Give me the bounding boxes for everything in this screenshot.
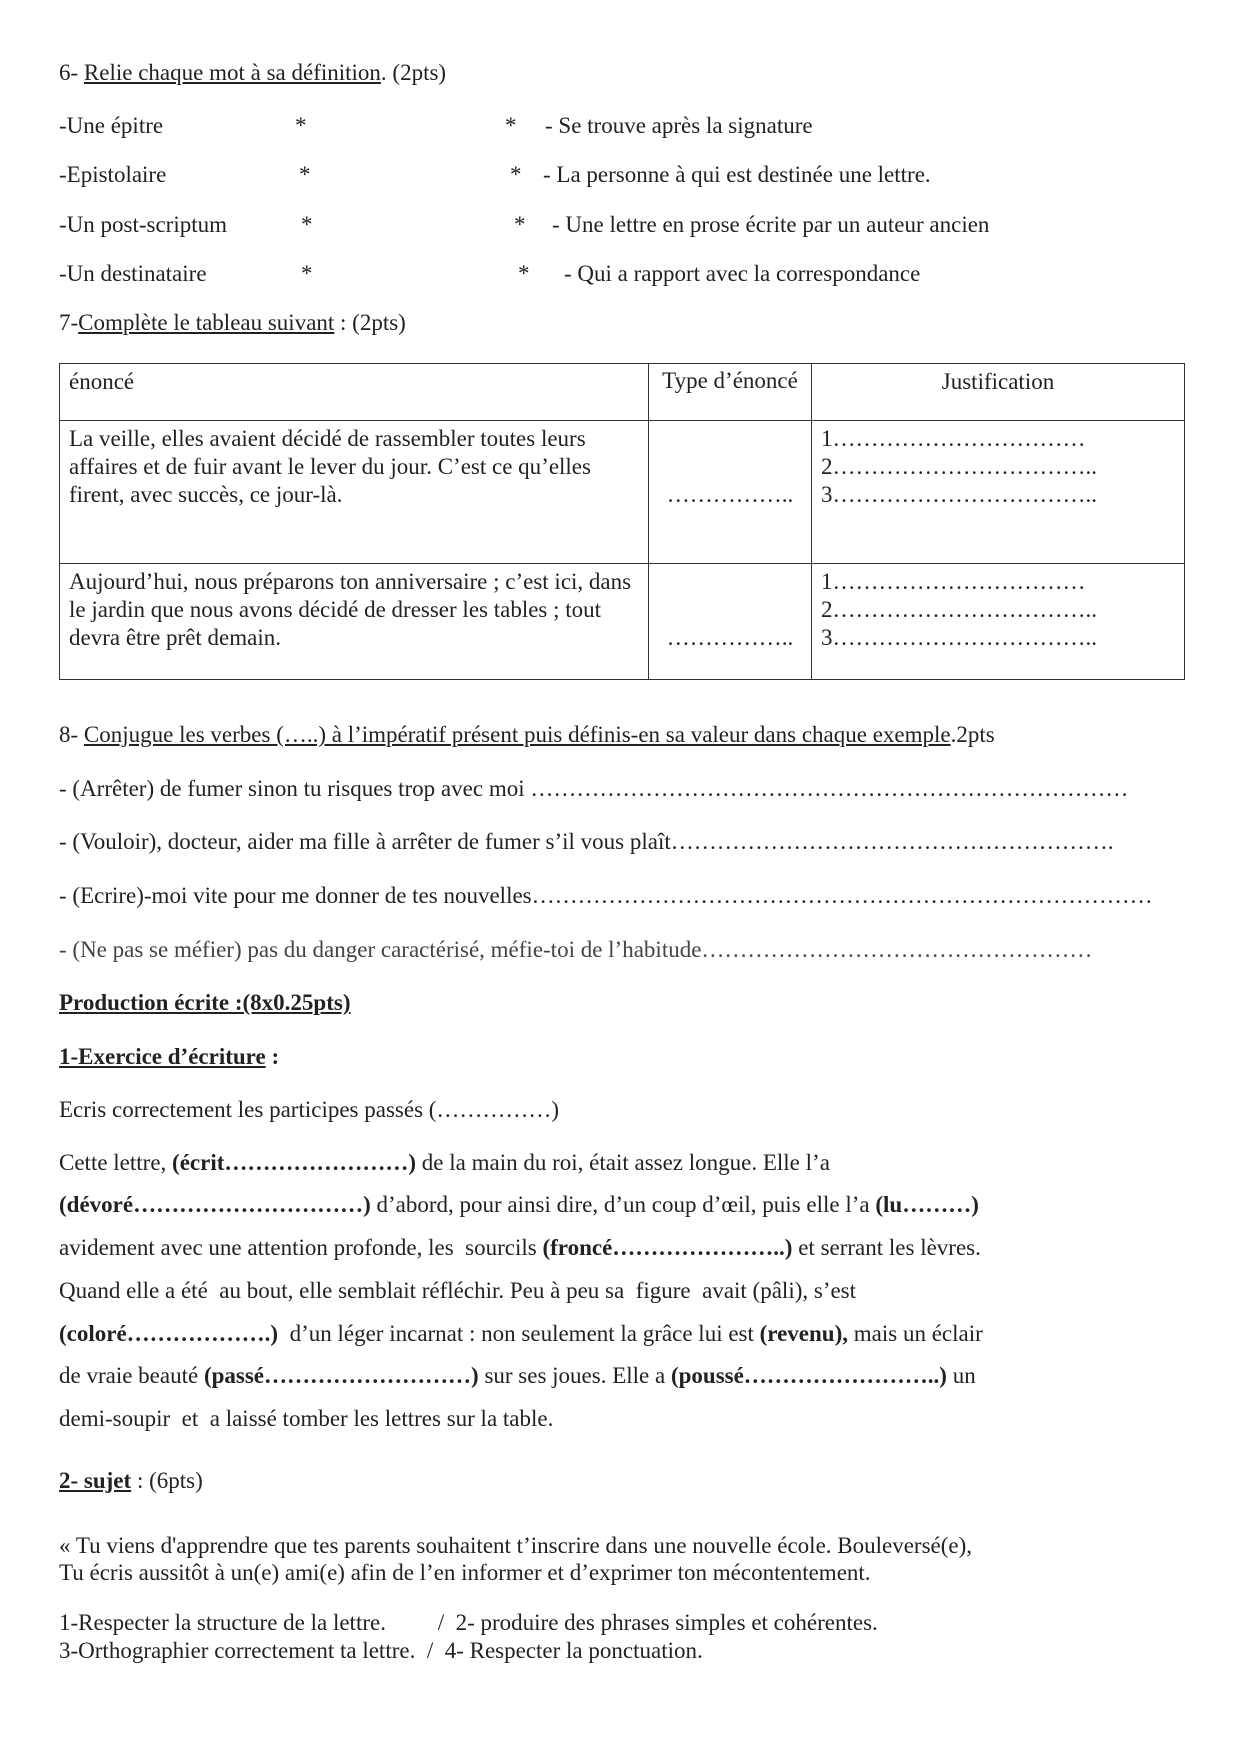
- match-star[interactable]: *: [510, 162, 522, 187]
- match-definition: - Qui a rapport avec la correspondance: [564, 261, 921, 286]
- match-word: -Un destinataire: [59, 261, 207, 286]
- paragraph-text: Cette lettre,: [59, 1150, 173, 1175]
- header-type: Type d’énoncé: [649, 364, 812, 421]
- match-star[interactable]: *: [301, 261, 313, 286]
- q7-heading: [59, 310, 406, 336]
- paragraph-text: d’un léger incarnat : non seulement la grâce lui est: [278, 1321, 760, 1346]
- q8-number: 8-: [59, 722, 79, 747]
- paragraph-text: et serrant les lèvres.: [792, 1235, 981, 1260]
- paragraph-text: de vraie beauté: [59, 1363, 204, 1388]
- paragraph-line: [59, 1278, 856, 1304]
- header-justification: Justification: [812, 364, 1185, 421]
- enonce-cell: La veille, elles avaient décidé de rassembler toutes leurs affaires et de fuir avant le lever du jour. C’est ce qu’elles firent, avec succès, ce jour-là.: [60, 421, 649, 564]
- participle-blank[interactable]: (poussé……………………..): [670, 1363, 947, 1388]
- paragraph-line: [59, 1406, 553, 1432]
- participle-blank[interactable]: (dévoré…………………………): [59, 1192, 371, 1217]
- imperative-item[interactable]: - (Arrêter) de fumer sinon tu risques trop avec moi ……………………………………………………………………: [59, 776, 1129, 801]
- q8-heading: [59, 722, 995, 748]
- paragraph-text: Quand elle a été au bout, elle semblait réfléchir. Peu à peu sa figure avait (pâli), s’est: [59, 1278, 857, 1303]
- match-definition: - Une lettre en prose écrite par un auteur ancien: [552, 212, 990, 237]
- sujet-text-line: Tu écris aussitôt à un(e) ami(e) afin de l’en informer et d’exprimer ton mécontentement.: [59, 1560, 871, 1585]
- paragraph-text: sur ses joues. Elle a: [478, 1363, 671, 1388]
- justification-line[interactable]: 3……………………………..: [821, 482, 1097, 507]
- q6-heading: [59, 60, 446, 86]
- exercise1-colon: :: [265, 1044, 280, 1069]
- paragraph-text: demi-soupir et a laissé tomber les lettres sur la table.: [59, 1406, 554, 1431]
- justification-line[interactable]: 2……………………………..: [821, 454, 1097, 479]
- exercise1-title: 1-Exercice d’écriture: [59, 1044, 266, 1069]
- sujet-title: 2- sujet: [59, 1468, 132, 1493]
- table-header-row: [60, 364, 1185, 421]
- q8-points: .2pts: [950, 722, 995, 747]
- paragraph-text: avidement avec une attention profonde, les sourcils: [59, 1235, 543, 1260]
- paragraph-text: de la main du roi, était assez longue. Elle l’a: [416, 1150, 830, 1175]
- exercise1-heading: [59, 1044, 279, 1070]
- participle-blank[interactable]: (froncé…………………..): [542, 1235, 793, 1260]
- header-enonce: énoncé: [60, 364, 649, 421]
- table-row: [60, 564, 1185, 680]
- participle-blank[interactable]: (coloré……………….): [59, 1321, 279, 1346]
- q6-title: Relie chaque mot à sa définition: [83, 60, 381, 85]
- paragraph-line: [59, 1321, 983, 1347]
- match-star[interactable]: *: [514, 212, 526, 237]
- paragraph-text: un: [946, 1363, 976, 1388]
- type-answer-field[interactable]: ……………..: [649, 421, 812, 564]
- sujet-heading: [59, 1468, 203, 1494]
- imperative-item[interactable]: - (Vouloir), docteur, aider ma fille à arrêter de fumer s’il vous plaît………………………………………………….: [59, 829, 1114, 854]
- q7-title: Complète le tableau suivant: [78, 310, 335, 335]
- criteria-line: 1-Respecter la structure de la lettre. / 2- produire des phrases simples et cohérentes.: [59, 1610, 878, 1635]
- q7-number: 7-: [59, 310, 79, 335]
- match-definition: - La personne à qui est destinée une lettre.: [543, 162, 931, 187]
- statement-table: [59, 363, 1185, 680]
- production-title: [59, 990, 351, 1016]
- participle-blank[interactable]: (passé………………………): [203, 1363, 479, 1388]
- enonce-cell: Aujourd’hui, nous préparons ton anniversaire ; c’est ici, dans le jardin que nous avons décidé de dresser les tables ; tout devra être prêt demain.: [60, 564, 649, 680]
- justification-cell[interactable]: [812, 564, 1185, 680]
- participle-blank[interactable]: (lu………): [875, 1192, 979, 1217]
- sujet-points: : (6pts): [131, 1468, 203, 1493]
- sujet-text-line: « Tu viens d'apprendre que tes parents souhaitent t’inscrire dans une nouvelle école. Bouleversé(e),: [59, 1533, 973, 1558]
- participle-blank[interactable]: (écrit……………………): [172, 1150, 417, 1175]
- justification-line[interactable]: 1……………………………: [821, 426, 1086, 451]
- exercise1-instruction: Ecris correctement les participes passés (……………): [59, 1097, 560, 1122]
- paragraph-text: mais un éclair: [848, 1321, 983, 1346]
- justification-line[interactable]: 1……………………………: [821, 569, 1086, 594]
- justification-cell[interactable]: [812, 421, 1185, 564]
- paragraph-text: d’abord, pour ainsi dire, d’un coup d’œil, puis elle l’a: [370, 1192, 876, 1217]
- participle-blank[interactable]: (revenu),: [759, 1321, 849, 1346]
- match-star[interactable]: *: [518, 261, 530, 286]
- match-word: -Epistolaire: [59, 162, 167, 187]
- match-star[interactable]: *: [505, 113, 517, 138]
- paragraph-line: [59, 1235, 981, 1261]
- paragraph-line: [59, 1363, 976, 1389]
- justification-line[interactable]: 2……………………………..: [821, 597, 1097, 622]
- paragraph-line: [59, 1192, 979, 1218]
- justification-line[interactable]: 3……………………………..: [821, 625, 1097, 650]
- match-star[interactable]: *: [301, 212, 313, 237]
- match-star[interactable]: *: [295, 113, 307, 138]
- q7-points: : (2pts): [334, 310, 406, 335]
- q6-number: 6-: [59, 60, 79, 85]
- type-answer-field[interactable]: ……………..: [649, 564, 812, 680]
- imperative-item[interactable]: - (Ecrire)-moi vite pour me donner de tes nouvelles………………………………………………………………………: [59, 883, 1153, 908]
- match-star[interactable]: *: [299, 162, 311, 187]
- criteria-line: 3-Orthographier correctement ta lettre. / 4- Respecter la ponctuation.: [59, 1638, 703, 1663]
- production-title-text: Production écrite :(8x0.25pts): [59, 990, 351, 1015]
- match-word: -Une épitre: [59, 113, 164, 138]
- table-row: [60, 421, 1185, 564]
- q8-title: Conjugue les verbes (…..) à l’impératif présent puis définis-en sa valeur dans chaque exemple: [83, 722, 951, 747]
- match-definition: - Se trouve après la signature: [545, 113, 813, 138]
- imperative-item[interactable]: - (Ne pas se méfier) pas du danger caractérisé, méfie-toi de l’habitude……………………………………………: [59, 937, 1093, 962]
- match-word: -Un post-scriptum: [59, 212, 228, 237]
- paragraph-line: [59, 1150, 830, 1176]
- q6-points: . (2pts): [380, 60, 447, 85]
